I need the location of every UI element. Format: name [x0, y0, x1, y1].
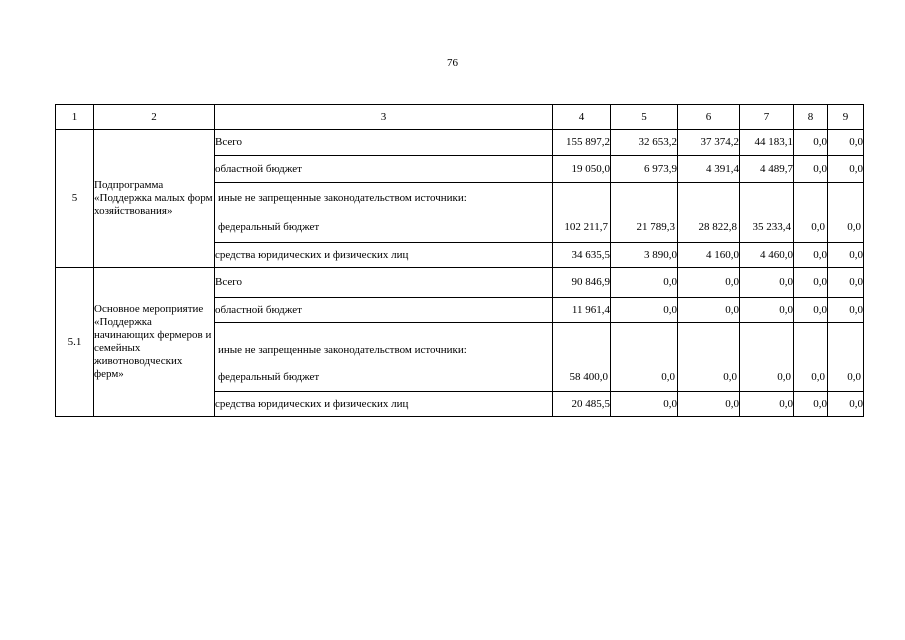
value-cell	[828, 183, 864, 243]
value-text: 0,0	[777, 371, 791, 383]
value-cell: 0,0	[794, 156, 828, 183]
value-text: 0,0	[723, 371, 737, 383]
budget-table	[55, 104, 864, 417]
value-cell	[678, 183, 740, 243]
value-cell: 0,0	[794, 268, 828, 298]
value-text: 102 211,7	[564, 221, 608, 233]
value-cell: 4 489,7	[740, 156, 794, 183]
value-cell: 0,0	[678, 298, 740, 323]
row-source-label: Всего	[215, 130, 553, 156]
header-cell: 7	[740, 105, 794, 130]
header-cell: 1	[56, 105, 94, 130]
row-source-label: средства юридических и физических лиц	[215, 243, 553, 268]
value-cell: 4 391,4	[678, 156, 740, 183]
row-source-label: федеральный бюджет	[218, 371, 320, 383]
value-cell: 0,0	[740, 268, 794, 298]
row-program-name: Подпрограмма «Поддержка малых форм хозяйствования»	[94, 130, 215, 268]
header-cell: 6	[678, 105, 740, 130]
value-text: 35 233,4	[752, 221, 791, 233]
value-cell	[611, 183, 678, 243]
row-code: 5.1	[56, 268, 94, 417]
value-cell: 4 160,0	[678, 243, 740, 268]
value-cell: 32 653,2	[611, 130, 678, 156]
value-cell: 0,0	[611, 298, 678, 323]
value-cell: 155 897,2	[553, 130, 611, 156]
value-cell: 0,0	[794, 130, 828, 156]
value-cell: 3 890,0	[611, 243, 678, 268]
value-cell: 34 635,5	[553, 243, 611, 268]
value-text: 0,0	[847, 371, 861, 383]
other-sources-label: иные не запрещенные законодательством источники:	[218, 344, 467, 356]
value-cell	[553, 323, 611, 392]
value-cell	[740, 183, 794, 243]
row-source-label: Всего	[215, 268, 553, 298]
value-text: 28 822,8	[698, 221, 737, 233]
value-cell: 0,0	[740, 392, 794, 417]
value-cell: 0,0	[740, 298, 794, 323]
row-source-label: областной бюджет	[215, 298, 553, 323]
value-cell: 0,0	[678, 392, 740, 417]
other-sources-label: иные не запрещенные законодательством источники:	[218, 191, 467, 204]
value-cell	[740, 323, 794, 392]
value-text: 21 789,3	[636, 221, 675, 233]
table-row	[56, 268, 864, 298]
value-cell	[678, 323, 740, 392]
value-cell: 0,0	[828, 156, 864, 183]
value-cell	[794, 323, 828, 392]
value-cell: 90 846,9	[553, 268, 611, 298]
value-text: 0,0	[811, 221, 825, 233]
value-cell	[794, 183, 828, 243]
header-cell: 8	[794, 105, 828, 130]
value-cell: 44 183,1	[740, 130, 794, 156]
value-cell: 0,0	[794, 243, 828, 268]
table-row	[56, 130, 864, 156]
value-cell: 11 961,4	[553, 298, 611, 323]
header-cell: 3	[215, 105, 553, 130]
value-cell: 0,0	[794, 392, 828, 417]
value-cell: 6 973,9	[611, 156, 678, 183]
row-source-label: средства юридических и физических лиц	[215, 392, 553, 417]
value-cell: 0,0	[828, 298, 864, 323]
header-cell: 2	[94, 105, 215, 130]
header-cell: 9	[828, 105, 864, 130]
value-cell: 0,0	[794, 298, 828, 323]
value-text: 0,0	[847, 221, 861, 233]
row-source-label: областной бюджет	[215, 156, 553, 183]
row-program-name: Основное мероприятие «Поддержка начинающих фермеров и семейных животноводческих ферм»	[94, 268, 215, 417]
other-sources-cell	[215, 183, 553, 243]
value-cell: 19 050,0	[553, 156, 611, 183]
row-code: 5	[56, 130, 94, 268]
value-cell: 0,0	[611, 268, 678, 298]
value-cell	[553, 183, 611, 243]
row-source-label: федеральный бюджет	[218, 221, 320, 233]
value-cell: 20 485,5	[553, 392, 611, 417]
value-cell: 37 374,2	[678, 130, 740, 156]
value-text: 58 400,0	[569, 371, 608, 383]
value-cell	[828, 323, 864, 392]
value-cell: 0,0	[828, 243, 864, 268]
value-cell	[611, 323, 678, 392]
value-cell: 0,0	[828, 130, 864, 156]
header-cell: 5	[611, 105, 678, 130]
value-cell: 0,0	[611, 392, 678, 417]
header-row	[56, 105, 864, 130]
value-cell: 0,0	[678, 268, 740, 298]
value-text: 0,0	[661, 371, 675, 383]
other-sources-cell	[215, 323, 553, 392]
header-cell: 4	[553, 105, 611, 130]
page-number: 76	[447, 57, 458, 69]
value-cell: 0,0	[828, 392, 864, 417]
value-cell: 0,0	[828, 268, 864, 298]
value-text: 0,0	[811, 371, 825, 383]
value-cell: 4 460,0	[740, 243, 794, 268]
